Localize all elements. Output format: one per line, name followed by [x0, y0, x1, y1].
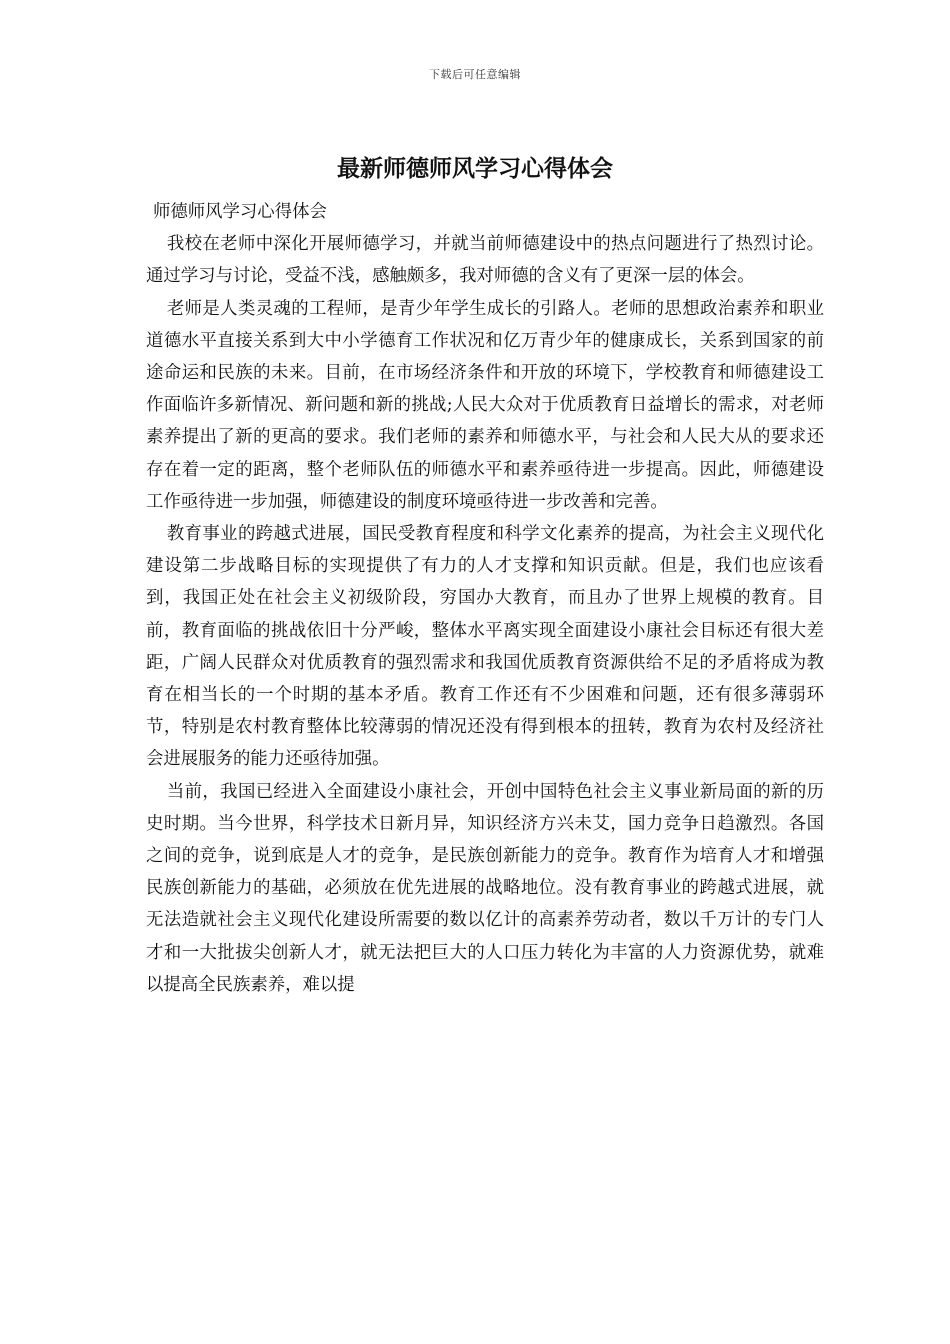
document-body	[146, 196, 824, 1001]
document-title: 最新师德师风学习心得体会	[337, 155, 613, 182]
paragraph-2: 老师是人类灵魂的工程师，是青少年学生成长的引路人。老师的思想政治素养和职业道德水平直接关系到大中小学德育工作状况和亿万青少年的健康成长，关系到国家的前途命运和民族的未来。目前，在市场经济条件和开放的环境下，学校教育和师德建设工作面临许多新情况、新问题和新的挑战;人民大众对于优质教育日益增长的需求，对老师素养提出了新的更高的要求。我们老师的素养和师德水平，与社会和人民大从的要求还存在着一定的距离，整个老师队伍的师德水平和素养亟待进一步提高。因此，师德建设工作亟待进一步加强，师德建设的制度环境亟待进一步改善和完善。	[146, 298, 824, 512]
paragraph-3: 教育事业的跨越式进展，国民受教育程度和科学文化素养的提高，为社会主义现代化建设第二步战略目标的实现提供了有力的人才支撑和知识贡献。但是，我们也应该看到，我国正处在社会主义初级阶段，穷国办大教育，而且办了世界上规模的教育。目前，教育面临的挑战依旧十分严峻，整体水平离实现全面建设小康社会目标还有很大差距，广阔人民群众对优质教育的强烈需求和我国优质教育资源供给不足的矛盾将成为教育在相当长的一个时期的基本矛盾。教育工作还有不少困难和问题，还有很多薄弱环节，特别是农村教育整体比较薄弱的情况还没有得到根本的扭转，教育为农村及经济社会进展服务的能力还亟待加强。	[146, 524, 824, 770]
paragraph-4: 当前，我国已经进入全面建设小康社会，开创中国特色社会主义事业新局面的新的历史时期。当今世界，科学技术日新月异，知识经济方兴未艾，国力竞争日趋激烈。各国之间的竞争，说到底是人才的竞争，是民族创新能力的竞争。教育作为培育人才和增强民族创新能力的基础，必须放在优先进展的战略地位。没有教育事业的跨越式进展，就无法造就社会主义现代化建设所需要的数以亿计的高素养劳动者，数以千万计的专门人才和一大批拔尖创新人才，就无法把巨大的人口压力转化为丰富的人力资源优势，就难以提高全民族素养，难以提	[146, 781, 824, 995]
header-note: 下载后可任意编辑	[429, 68, 521, 81]
paragraph-1: 我校在老师中深化开展师德学习，并就当前师德建设中的热点问题进行了热烈讨论。通过学习与讨论，受益不浅，感触颇多，我对师德的含义有了更深一层的体会。	[146, 234, 824, 287]
document-subtitle: 师德师风学习心得体会	[152, 202, 327, 222]
